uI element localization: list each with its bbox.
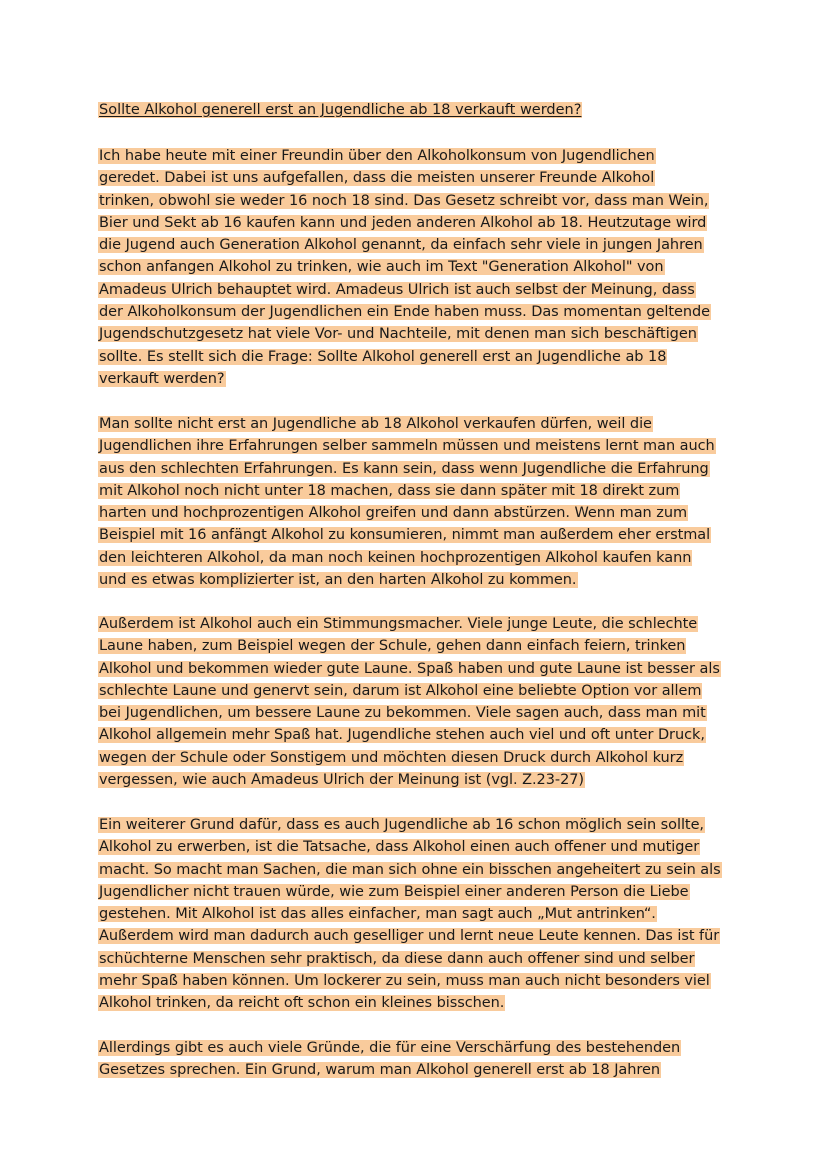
paragraph-line: mit Alkohol noch nicht unter 18 machen, dass sie dann später mit 18 direkt zum (99, 482, 680, 499)
paragraph-line: Alkohol allgemein mehr Spaß hat. Jugendliche stehen auch viel und oft unter Druck, (99, 727, 705, 744)
paragraph-line: sollte. Es stellt sich die Frage: Sollte Alkohol generell erst an Jugendliche ab 18 (99, 348, 667, 365)
paragraph-line: aus den schlechten Erfahrungen. Es kann sein, dass wenn Jugendliche die Erfahrung (99, 460, 709, 477)
paragraph-line: wegen der Schule oder Sonstigem und möchten diesen Druck durch Alkohol kurz (99, 749, 684, 766)
paragraph-line: vergessen, wie auch Amadeus Ulrich der Meinung ist (vgl. Z.23-27) (99, 772, 585, 789)
paragraph-line: Jugendlichen ihre Erfahrungen selber sammeln müssen und meistens lernt man auch (99, 438, 715, 455)
paragraph-line: Gesetzes sprechen. Ein Grund, warum man Alkohol generell erst ab 18 Jahren (99, 1062, 661, 1079)
paragraph-line: Allerdings gibt es auch viele Gründe, die für eine Verschärfung des bestehenden (99, 1040, 681, 1056)
paragraph-line: mehr Spaß haben können. Um lockerer zu sein, muss man auch nicht besonders viel (99, 973, 710, 990)
paragraph-4 (98, 814, 748, 1015)
paragraph-line: Alkohol und bekommen wieder gute Laune. Spaß haben und gute Laune ist besser als (99, 660, 720, 677)
paragraph-1 (98, 145, 748, 390)
paragraph-line: harten und hochprozentigen Alkohol greifen und dann abstürzen. Wenn man zum (99, 505, 688, 522)
paragraph-line: Ich habe heute mit einer Freundin über den Alkoholkonsum von Jugendlichen (99, 148, 655, 164)
document-title (98, 99, 582, 121)
paragraph-line: Jugendschutzgesetz hat viele Vor- und Nachteile, mit denen man sich beschäftigen (99, 326, 697, 343)
paragraph-5 (98, 1037, 748, 1082)
paragraph-line: die Jugend auch Generation Alkohol genannt, da einfach sehr viele in jungen Jahren (99, 237, 703, 254)
paragraph-line: Außerdem ist Alkohol auch ein Stimmungsmacher. Viele junge Leute, die schlechte (99, 616, 698, 632)
paragraph-line: der Alkoholkonsum der Jugendlichen ein Ende haben muss. Das momentan geltende (99, 304, 711, 321)
paragraph-2 (98, 413, 748, 591)
paragraph-line: Alkohol trinken, da reicht oft schon ein kleines bisschen. (99, 995, 505, 1012)
paragraph-line: geredet. Dabei ist uns aufgefallen, dass die meisten unserer Freunde Alkohol (99, 170, 655, 187)
paragraph-line: schlechte Laune und genervt sein, darum ist Alkohol eine beliebte Option vor allem (99, 682, 702, 699)
paragraph-line: Amadeus Ulrich behauptet wird. Amadeus Ulrich ist auch selbst der Meinung, dass (99, 281, 695, 298)
paragraph-line: verkauft werden? (99, 370, 225, 387)
paragraph-line: Beispiel mit 16 anfängt Alkohol zu konsumieren, nimmt man außerdem eher erstmal (99, 527, 711, 544)
title-highlight: Sollte Alkohol generell erst an Jugendliche ab 18 verkauft werden? (99, 102, 582, 118)
paragraph-line: bei Jugendlichen, um bessere Laune zu bekommen. Viele sagen auch, dass man mit (99, 705, 706, 722)
paragraph-line: Bier und Sekt ab 16 kaufen kann und jeden anderen Alkohol ab 18. Heutzutage wird (99, 214, 707, 231)
paragraph-line: den leichteren Alkohol, da man noch keinen hochprozentigen Alkohol kaufen kann (99, 549, 692, 566)
paragraph-line: und es etwas komplizierter ist, an den harten Alkohol zu kommen. (99, 572, 577, 589)
paragraph-line: trinken, obwohl sie weder 16 noch 18 sind. Das Gesetz schreibt vor, dass man Wein, (99, 192, 709, 209)
paragraph-line: Ein weiterer Grund dafür, dass es auch Jugendliche ab 16 schon möglich sein sollte, (99, 817, 704, 833)
paragraph-line: Laune haben, zum Beispiel wegen der Schule, gehen dann einfach feiern, trinken (99, 638, 686, 655)
paragraph-line: schüchterne Menschen sehr praktisch, da diese dann auch offener sind und selber (99, 950, 695, 967)
paragraph-line: Jugendlicher nicht trauen würde, wie zum Beispiel einer anderen Person die Liebe (99, 883, 689, 900)
paragraph-3 (98, 613, 748, 791)
paragraph-line: Außerdem wird man dadurch auch geselliger und lernt neue Leute kennen. Das ist für (99, 928, 720, 945)
paragraph-line: Man sollte nicht erst an Jugendliche ab 18 Alkohol verkaufen dürfen, weil die (99, 416, 652, 432)
paragraph-line: gestehen. Mit Alkohol ist das alles einfacher, man sagt auch „Mut antrinken“. (99, 906, 656, 923)
paragraph-line: schon anfangen Alkohol zu trinken, wie auch im Text "Generation Alkohol" von (99, 259, 664, 276)
paragraph-line: macht. So macht man Sachen, die man sich ohne ein bisschen angeheitert zu sein als (99, 861, 721, 878)
paragraph-line: Alkohol zu erwerben, ist die Tatsache, dass Alkohol einen auch offener und mutiger (99, 839, 700, 856)
